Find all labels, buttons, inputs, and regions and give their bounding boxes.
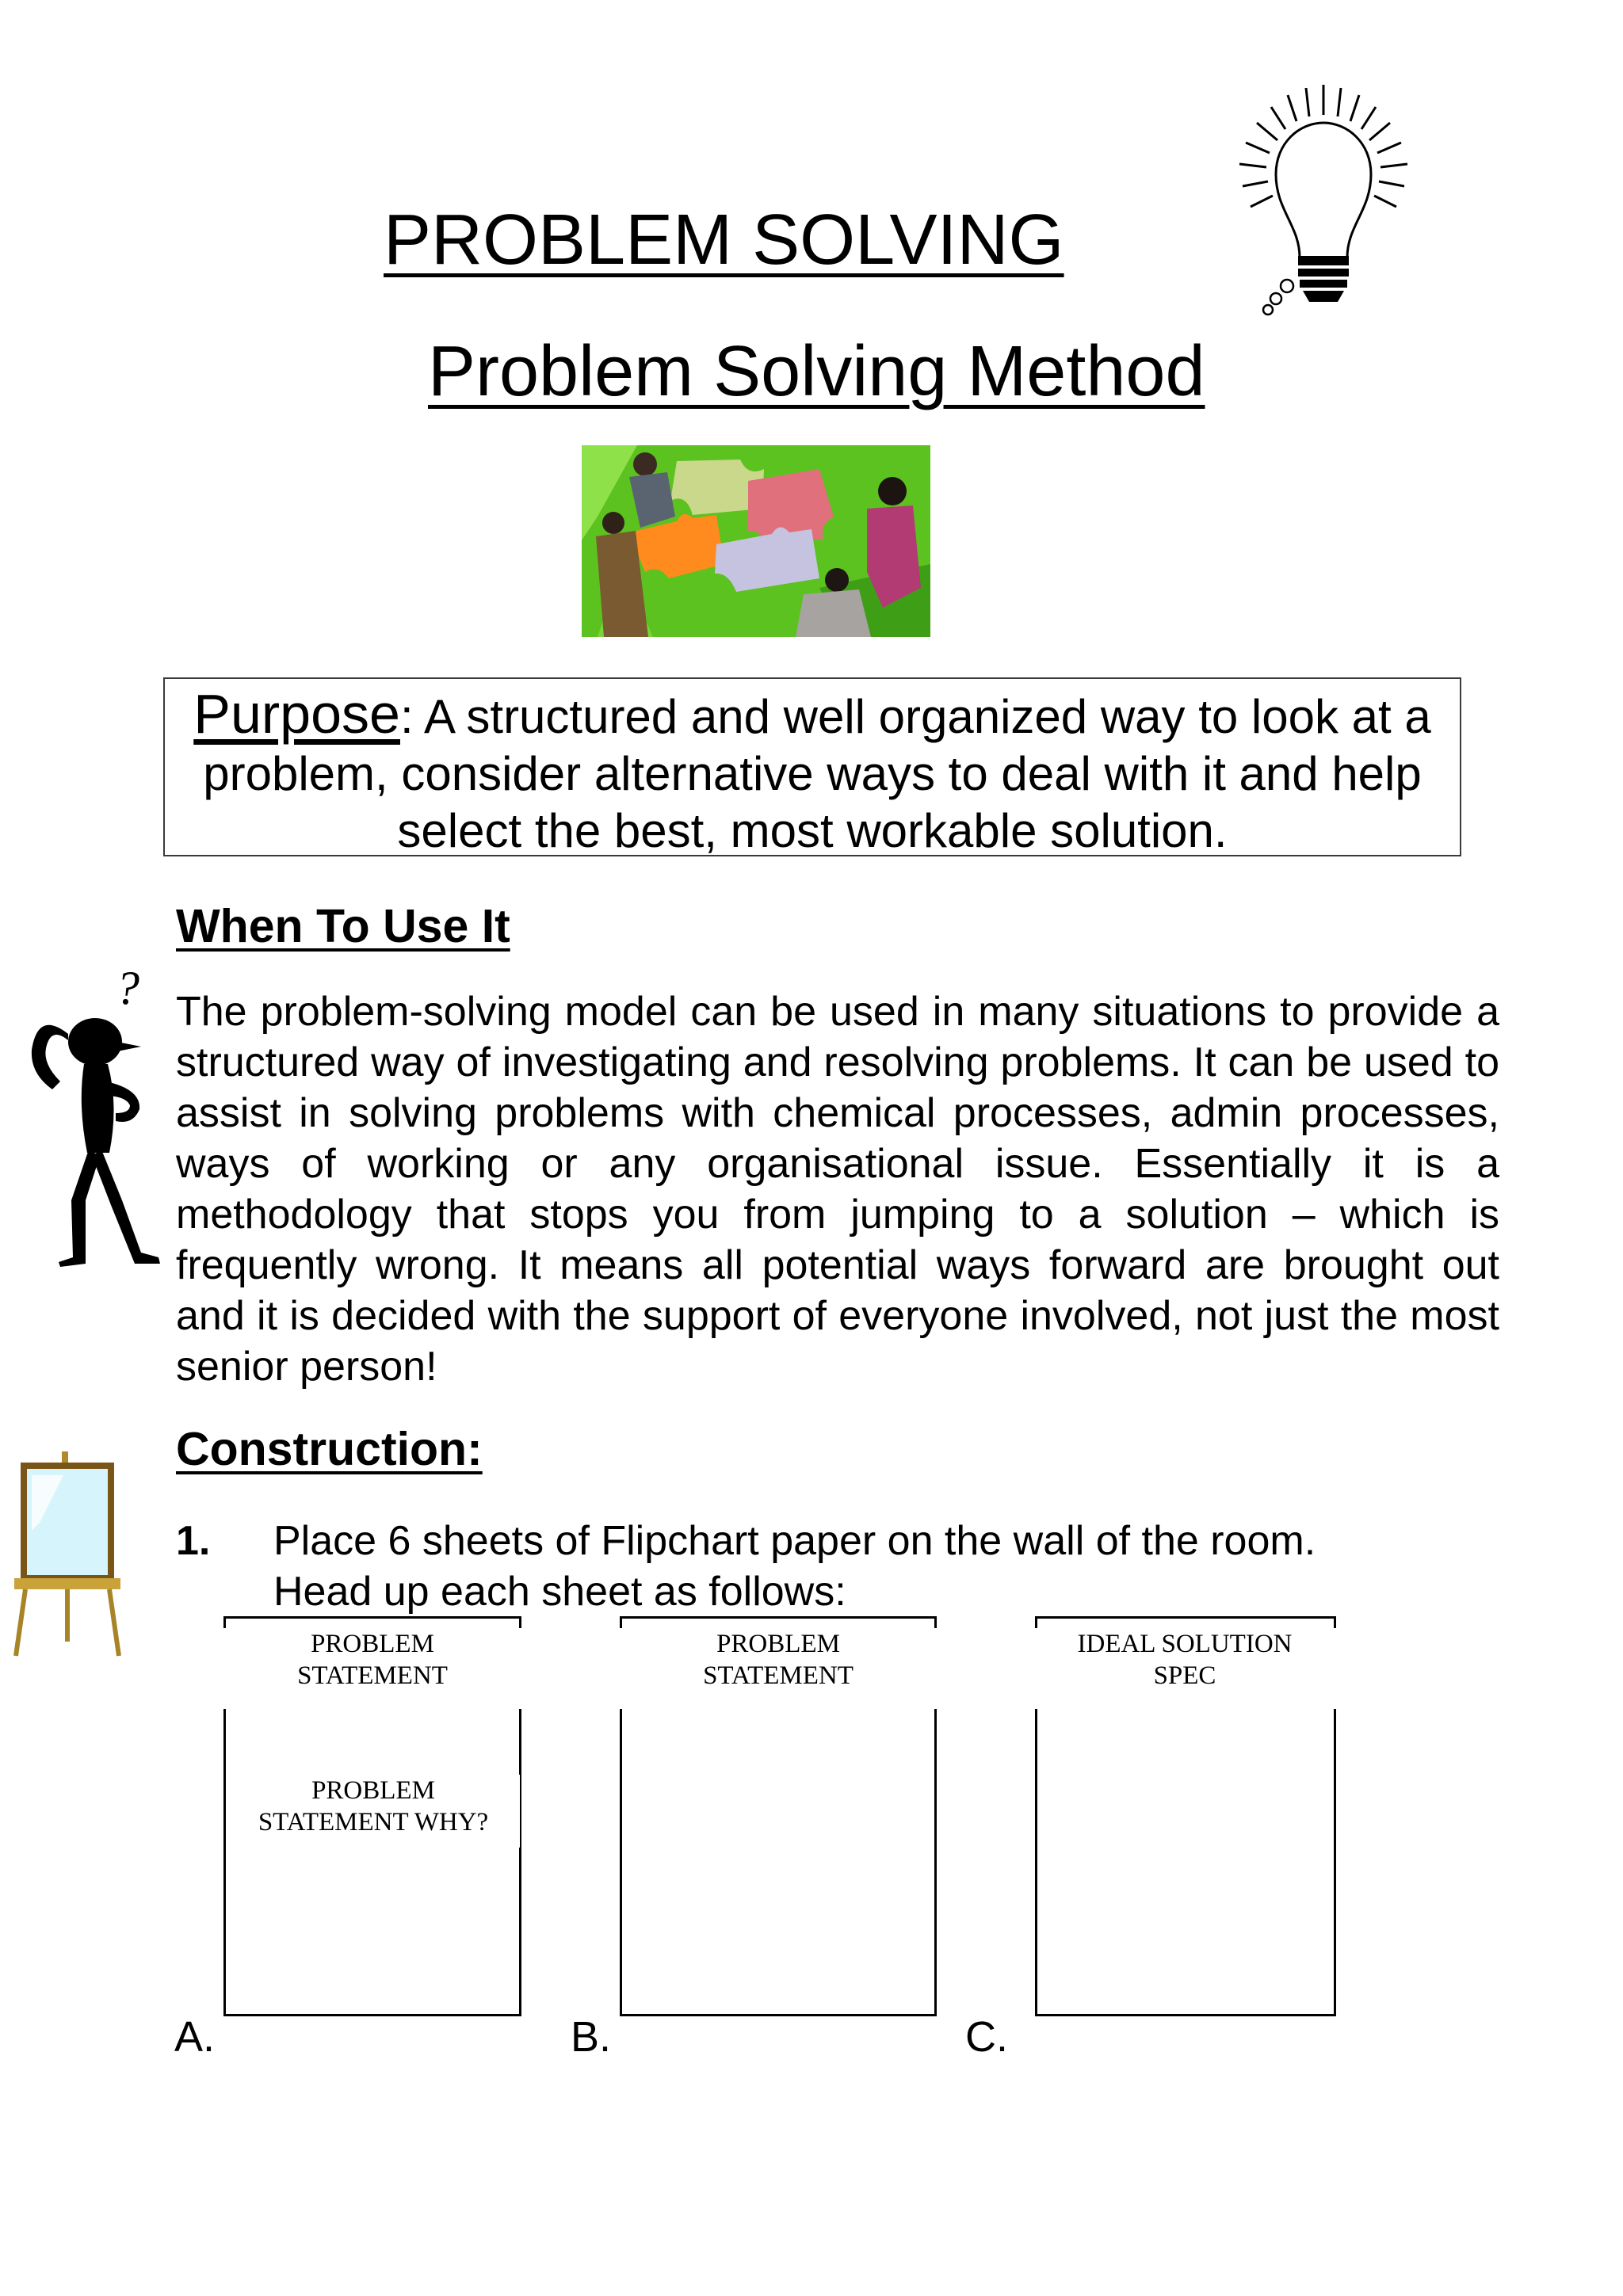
purpose-colon: : [399, 690, 425, 743]
step-number: 1. [176, 1518, 211, 1564]
step-text [273, 1516, 1462, 1617]
purpose-text: A structured and well organized way to look at a problem, consider alternative ways to deal with it and help select the best, most workable solution. [203, 690, 1431, 857]
sheet-b-letter: B. [571, 2013, 612, 2061]
when-to-use-paragraph: The problem-solving model can be used in many situations to provide a structured way of investigating and resolving problems. It can be used to assist in solving problems with chemical processes, admin processes, ways of working or any organisational issue. Essentially it is a methodology that stops you from jumping to a solution – which is frequently wrong. It means all potential ways forward are brought out and it is decided with the support of everyone involved, not just the most senior person! [176, 989, 1499, 1390]
sheet-c-letter: C. [965, 2013, 1008, 2061]
page-title: PROBLEM SOLVING [384, 200, 1064, 280]
thinking-figure-icon [22, 963, 173, 1272]
sheet-c-label-line-2: SPEC [1153, 1661, 1216, 1690]
when-to-use-heading: When To Use It [176, 900, 510, 952]
sheet-a-inner-label [227, 1775, 520, 1848]
sheet-c-label-line-1: IDEAL SOLUTION [1077, 1630, 1293, 1658]
sheet-c-label [1030, 1628, 1339, 1709]
sheet-a-letter: A. [174, 2013, 216, 2061]
construction-heading: Construction: [176, 1423, 483, 1475]
sheet-b-label-line-1: PROBLEM [716, 1630, 840, 1658]
sheet-b-label-line-2: STATEMENT [703, 1661, 854, 1690]
sheet-a-label [223, 1628, 521, 1709]
sheet-a-inner-label-line-2: STATEMENT WHY? [258, 1808, 489, 1836]
step-line-2: Head up each sheet as follows: [273, 1569, 846, 1615]
sheet-a-label-line-2: STATEMENT [297, 1661, 448, 1690]
purpose-label: Purpose [193, 683, 400, 745]
sheet-a-inner-label-line-1: PROBLEM [311, 1776, 435, 1805]
step-line-1: Place 6 sheets of Flipchart paper on the wall of the room. [273, 1518, 1316, 1564]
purpose-box [163, 677, 1461, 856]
sheet-a-label-line-1: PROBLEM [311, 1630, 434, 1658]
easel-icon [8, 1451, 127, 1657]
page-subtitle: Problem Solving Method [428, 332, 1205, 411]
sheet-b-label [620, 1628, 937, 1709]
light-bulb-icon [1220, 75, 1426, 321]
puzzle-team-image [582, 445, 930, 637]
question-mark: ? [116, 963, 139, 1014]
